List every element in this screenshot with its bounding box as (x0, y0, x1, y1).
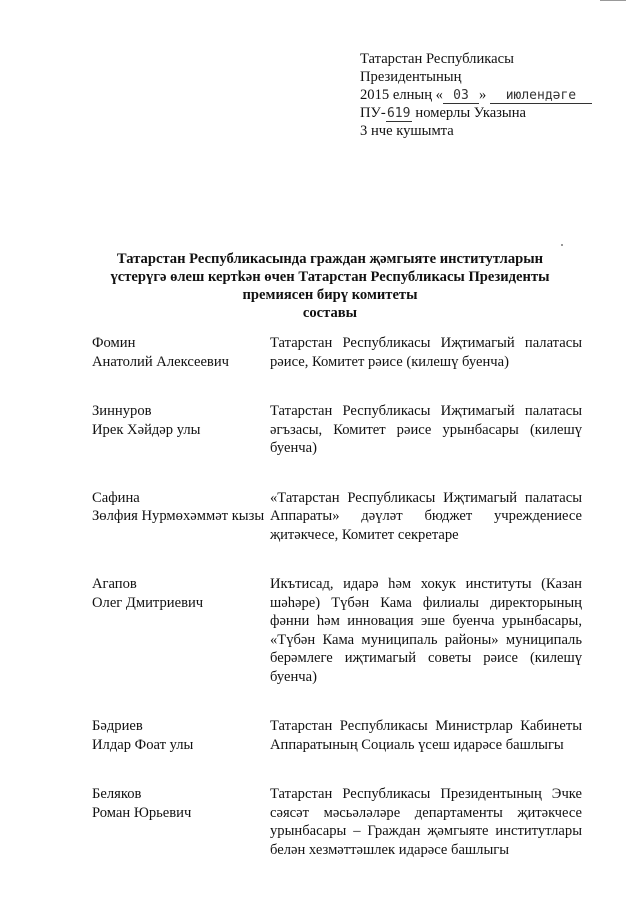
member-given-name: Роман Юрьевич (92, 804, 192, 821)
member-row (92, 575, 582, 686)
header-line-2: Президентының (360, 69, 462, 85)
date-prefix: 2015 елның « (360, 87, 443, 103)
decree-prefix: ПУ- (360, 105, 386, 121)
member-role: Татарстан Республикасы Президентының Эчке сәясәт мәсьәләләре департаменты җитәкчесе урынбасары – Граждан җәмгыяте институтлары белән хезмәттәшлек идарәсе башлыгы (270, 786, 582, 858)
member-row (92, 334, 582, 371)
member-row (92, 785, 582, 859)
member-role: Икътисад, идарә һәм хокук институты (Казан шәһәре) Түбән Кама филиалы директорының фәнни һәм инновация эше буенча урынбасары, «Түбән Кама муниципаль районы» муниципаль берәмлеге иҗтимагый советы рәисе (килешү буенча) (270, 576, 582, 685)
member-row (92, 402, 582, 458)
member-surname: Зиннуров (92, 403, 152, 419)
member-surname: Сафина (92, 489, 140, 506)
member-surname: Бәдриев (92, 718, 143, 734)
member-role: Татарстан Республикасы Иҗтимагый палатасы рәисе, Комитет рәисе (килешү буенча) (270, 335, 582, 370)
member-role: «Татарстан Республикасы Иҗтимагый палатасы Аппараты» дәүләт бюджет учреждениесе җитәкчесе, Комитет секретаре (270, 489, 582, 543)
stray-mark (561, 244, 563, 246)
member-role: Татарстан Республикасы Министрлар Кабинеты Аппаратының Социаль үсеш идарәсе башлыгы (270, 718, 582, 753)
decree-number: 619 (386, 106, 411, 121)
member-given-name: Ирек Хәйдәр улы (92, 421, 201, 438)
title-line-2: үстерүгә өлеш кертkән өчен Татарстан Республикасы Президенты (110, 269, 550, 285)
date-day-suffix: » (478, 87, 487, 103)
member-given-name: Зөлфия Нурмөхәммәт кызы (92, 508, 265, 524)
header-line-1: Татарстан Республикасы (360, 51, 514, 67)
member-name (92, 785, 270, 859)
header-decree-line (360, 104, 610, 122)
member-name (92, 334, 270, 371)
document-title (80, 250, 580, 322)
member-given-name: Анатолий Алексеевич (92, 353, 229, 370)
title-line-1: Татарстан Республикасында граждан җәмгыяте институтларын (116, 251, 544, 267)
title-line-4: составы (302, 305, 358, 321)
member-surname: Беляков (92, 786, 142, 802)
date-day: 03 (443, 88, 479, 104)
member-name (92, 575, 270, 686)
header-date-line (360, 86, 610, 104)
member-name (92, 489, 270, 545)
member-surname: Фомин (92, 335, 136, 351)
member-given-name: Олег Дмитриевич (92, 594, 204, 611)
title-line-3: премиясен бирү комитеты (242, 287, 418, 303)
committee-member-list (92, 334, 582, 890)
member-row (92, 489, 582, 545)
member-name (92, 717, 270, 754)
decree-suffix: номерлы Указына (415, 105, 527, 121)
member-surname: Агапов (92, 576, 137, 592)
annex-header (360, 50, 610, 140)
member-row (92, 717, 582, 754)
member-given-name: Илдар Фоат улы (92, 736, 194, 753)
member-role: Татарстан Республикасы Иҗтимагый палатасы әгъзасы, Комитет рәисе урынбасары (килешү буенча) (270, 403, 582, 456)
header-annex-line: 3 нче кушымта (360, 123, 454, 139)
corner-mark (600, 0, 626, 1)
date-month: июлендәге (490, 88, 592, 104)
member-name (92, 402, 270, 458)
